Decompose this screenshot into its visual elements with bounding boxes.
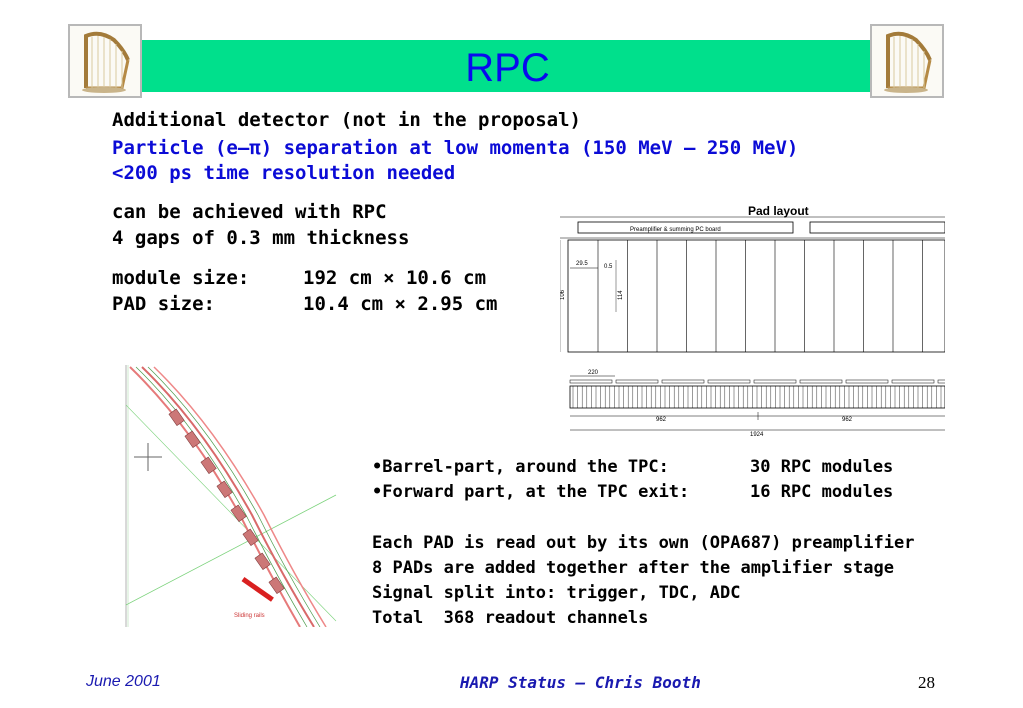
- lower-segment: [800, 380, 842, 383]
- bullet-barrel-part: •Barrel-part, around the TPC:: [372, 457, 669, 477]
- slide-title: RPC: [465, 46, 550, 90]
- text-line-rpc-achieved: can be achieved with RPC: [112, 201, 387, 223]
- harp-logo-left: [68, 24, 142, 98]
- lower-segment: [570, 380, 612, 383]
- readout-line-4: Total 368 readout channels: [372, 608, 649, 628]
- dim-side: 106: [560, 289, 566, 300]
- dim-962-left: 962: [656, 417, 667, 423]
- readout-line-3: Signal split into: trigger, TDC, ADC: [372, 583, 741, 603]
- bullet-forward-count: 16 RPC modules: [750, 482, 894, 502]
- lower-segment: [938, 380, 945, 383]
- readout-line-1: Each PAD is read out by its own (OPA687) preamplifier: [372, 533, 915, 553]
- pad-layout-diagram: [560, 200, 945, 445]
- barrel-rpc-diagram: [120, 365, 340, 627]
- dim-gap: 0.5: [604, 264, 613, 270]
- dim-220: 220: [588, 370, 599, 376]
- dim-962-right: 962: [842, 417, 853, 423]
- bullet-forward-part: •Forward part, at the TPC exit:: [372, 482, 690, 502]
- text-line-gaps: 4 gaps of 0.3 mm thickness: [112, 227, 410, 249]
- lower-segment: [754, 380, 796, 383]
- pad-dividers: [598, 240, 923, 352]
- text-line-additional-detector: Additional detector (not in the proposal): [112, 109, 581, 131]
- sliding-rails-label: Sliding rails: [234, 613, 265, 619]
- pad-size-label: PAD size:: [112, 293, 215, 315]
- lower-ticks: [573, 386, 941, 408]
- text-line-time-resolution: <200 ps time resolution needed: [112, 162, 456, 184]
- module-outline: [568, 240, 945, 352]
- readout-line-2: 8 PADs are added together after the amplifier stage: [372, 558, 894, 578]
- footer-title: HARP Status – Chris Booth: [460, 673, 701, 692]
- lower-segment: [616, 380, 658, 383]
- page-number: 28: [918, 673, 935, 692]
- harp-logo-right: [870, 24, 944, 98]
- board-label: Preamplifier & summing PC board: [630, 227, 721, 233]
- lower-segment: [892, 380, 934, 383]
- lower-segment: [846, 380, 888, 383]
- board-rect-right: [810, 222, 945, 233]
- dim-total: 1924: [750, 432, 764, 438]
- pad-size-value: 10.4 cm × 2.95 cm: [303, 293, 498, 315]
- lower-top-segments: [570, 380, 945, 383]
- dim-pad-width: 29.5: [576, 261, 588, 267]
- lower-strip: [570, 386, 945, 408]
- footer-date: June 2001: [86, 673, 161, 690]
- bullet-barrel-count: 30 RPC modules: [750, 457, 894, 477]
- dim-height: 114: [618, 290, 624, 300]
- module-size-label: module size:: [112, 267, 250, 289]
- pad-layout-title: Pad layout: [748, 204, 809, 218]
- lower-segment: [708, 380, 750, 383]
- lower-segment: [662, 380, 704, 383]
- text-line-particle-separation: Particle (e–π) separation at low momenta (150 MeV – 250 MeV): [112, 137, 799, 159]
- module-size-value: 192 cm × 10.6 cm: [303, 267, 487, 289]
